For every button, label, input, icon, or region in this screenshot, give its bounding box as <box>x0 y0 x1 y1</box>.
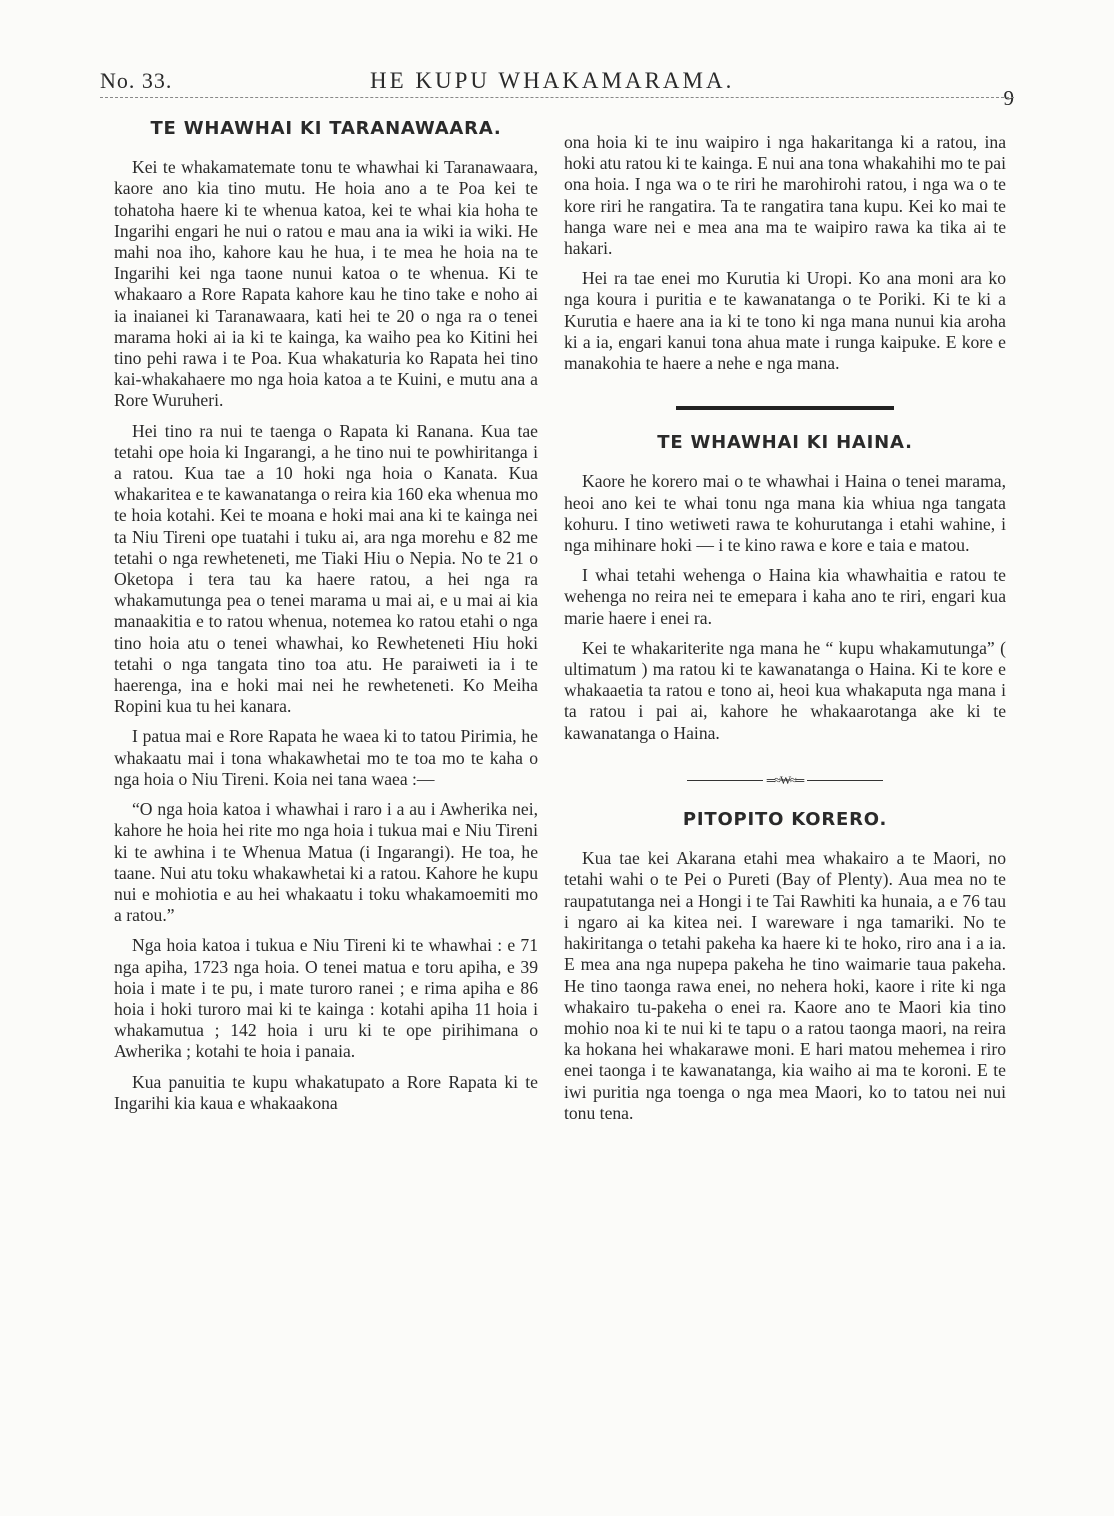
article-paragraph: Nga hoia katoa i tukua e Niu Tireni ki te whawhai : e 71 nga apiha, 1723 nga hoia. O tenei matua e toru apiha, e 39 hoia i mate i te pu, i mate turoro ranei ; e rima apiha e 86 hoia i hoki turoro mai ki te kainga : kotahi apiha 11 hoia i whakamutua ; 142 hoia i uru ki te ope pirihimana o Awherika ; kotahi te hoia i panaia. <box>114 935 538 1062</box>
ornament-line-right <box>807 780 883 781</box>
article-paragraph: I whai tetahi wehenga o Haina kia whawhaitia e ratou te wehenga no reira nei te emepara i kaha ano te riri, engari kua marie haere i enei ra. <box>564 565 1006 628</box>
section-title-pitopito: PITOPITO KORERO. <box>682 809 888 831</box>
right-column <box>564 132 1006 1133</box>
section-divider-rule <box>676 406 894 410</box>
article-paragraph: Hei tino ra nui te taenga o Rapata ki Ranana. Kua tae tetahi ope hoia ki Ingarangi, a he tino nui te powhiritanga i a ratou. Kua tae a 10 hoki nga hoia o Kanata. Kua whakaritea e te kawanatanga o reira kia 160 eka whenua mo te hoia kotahi. Kei te moana e hoki mai ana ki te kainga nei ta Niu Tireni ope tuatahi i tuku ai, ara nga morehu e 82 me tetahi o nga rewheteneti, me Tiaki Hiu o Nepia. No te 21 o Oketopa i tera tau ka haere ratou, a hei nga ra whakamutunga pea o tenei marama u mai ai, e u mai ai kia manaakitia e to ratou whenua, notemea ko ratou etahi o nga tino hoia atu o tenei whawhai, ko Rewheteneti Hiu hoki tetahi o nga tangata tino toa atu. He paraiweti ia i te haerenga, ina e hoki mai nei he rewheteneti. Ko Meiha Ropini kua tu hei kanara. <box>114 420 539 717</box>
page-header <box>100 68 1014 110</box>
article-paragraph: I patua mai e Rore Rapata he waea ki to tatou Pirimia, he whakaatu mai i tona whakawhetai mo te toa mo te kaha o nga hoia o Niu Tireni. Koia nei tana waea :— <box>114 726 538 789</box>
article-paragraph-continued: ona hoia ki te inu waipiro i nga hakaritanga ki a ratou, ina hoki atu ratou ki te kainga. E nui ana tona whakahihi mo te pai ona hoia. I nga wa o te riri he marohirohi ratou, i nga wa o te kore riri he rangatira. Ta te rangatira tana kupu. Kei ko mai te hanga ware nei e mea ana ma te waipiro rawa ka tika ai te hakari. <box>564 132 1006 259</box>
section-title-haina: TE WHAWHAI KI HAINA. <box>657 432 913 454</box>
article-paragraph: Kei te whakamatemate tonu te whawhai ki Taranawaara, kaore ano kia tino mutu. He hoia ano a te Poa kei te tohatoha haere ki te whenua katoa, kei te whai kia hoha te Ingarihi engari he nui o ratou e mau ana ia wiki ia wiki. He mahi noa iho, kahore kau he hua, i te mea he hoia na te Ingarihi kei nga taone nunui katoa o te whenua. Ki te whakaaro a Rore Rapata kahore kau he tino take e noho ai ia inaianei ki Taranawaara, kati hei te 20 o nga ra o tenei marama hoki ai ia ki te kainga, ka waiho pea ko Kitini hei tino pehi rawa i te Poa. Kua whakaturia ko Rapata hei tino kai-whakahaere mo nga hoia katoa a te Kuini, e mutu ana a Rore Wuruheri. <box>114 157 538 411</box>
header-rule <box>100 97 1014 98</box>
article-paragraph: Kua panuitia te kupu whakatupato a Rore Rapata ki te Ingarihi kia kaua e whakaakona <box>114 1071 538 1113</box>
section-title-taranawaara: TE WHAWHAI KI TARANAWAARA. <box>150 118 502 139</box>
article-paragraph: Kaore he korero mai o te whawhai i Haina o tenei marama, heoi ano kei te whai tonu nga mana kia whiua nga tangata kohuru. I tino wetiweti rawa te kohurutanga i etahi wahine, i nga mihinare hoki — i te kino rawa e kore e taia e matou. <box>564 471 1006 556</box>
issue-number: No. 33. <box>100 68 173 93</box>
journal-title: HE KUPU WHAKAMARAMA. <box>370 68 735 93</box>
ornamental-divider <box>564 770 1006 791</box>
article-paragraph: Kei te whakariterite nga mana he “ kupu whakamutunga” ( ultimatum ) ma ratou ki te kawanatanga o Haina. Ki te kore e whakaaetia ta ratou e tono ai, heoi kua whakaputa nga mana i ta ratou i pai ai, kahore he whakaarotanga ake ki te kawanatanga o Haina. <box>564 637 1006 743</box>
article-paragraph: Kua tae kei Akarana etahi mea whakairo a te Maori, no tetahi wahi o te Pei o Pureti (Bay of Plenty). Aua mea no te raupatutanga nei a Hongi i te Tai Rawhiti ka hunaia, a e 76 tau i ngaro ai ka kitea nei. I wareware i nga tamariki. No te hakiritanga o tetahi pakeha ka haere ki te hoko, riro ana i a ia. E mea ana nga nupepa pakeha he tino waimarie taua pakeha. He tino taonga rawa enei, no nehera hoki, kaore i rite ki nga whakairo tu-pakeha o enei ra. Kaore ano te Maori kia tino mohio noa ki te nui ki te tapu o a ratou taonga maori, na reira ka hokana hei whakarawe moni. E hari matou mehemea i riro enei taonga i te kawanatanga, kia waiho ai ma te koroni. E te iwi puritia nga toenga o nga mea Maori, ko to tatou nei nui tonu tena. <box>564 848 1006 1123</box>
article-paragraph: Hei ra tae enei mo Kurutia ki Uropi. Ko ana moni ara ko nga koura i puritia e te kawanatanga o te Poriki. Ki te ki a Kurutia e haere ana ia ki te tono ki nga mana nunui kia aroha ki a ia, engari kanui tona ahua mate i runga kaipuke. E kore e manakohia te haere a nehe e nga mana. <box>564 268 1006 374</box>
page-number: 9 <box>1003 86 1014 110</box>
left-column <box>114 118 538 1123</box>
ornament-line-left <box>687 780 763 781</box>
ornament-knot-icon: ═≈₩≈═ <box>766 772 804 787</box>
quoted-telegram: “O nga hoia katoa i whawhai i raro i a au i Awherika nei, kahore he hoia hei rite mo nga hoia i tukua mai e Niu Tireni ki te awhina i te Whenua Matua (i Ingarangi). He toa, he taane. Nui atu toku whakawhetai ki a ratou. Kahore he kupu nui e mohiotia e au hei whakaatu i toku whakamoemiti mo a ratou.” <box>114 799 538 926</box>
